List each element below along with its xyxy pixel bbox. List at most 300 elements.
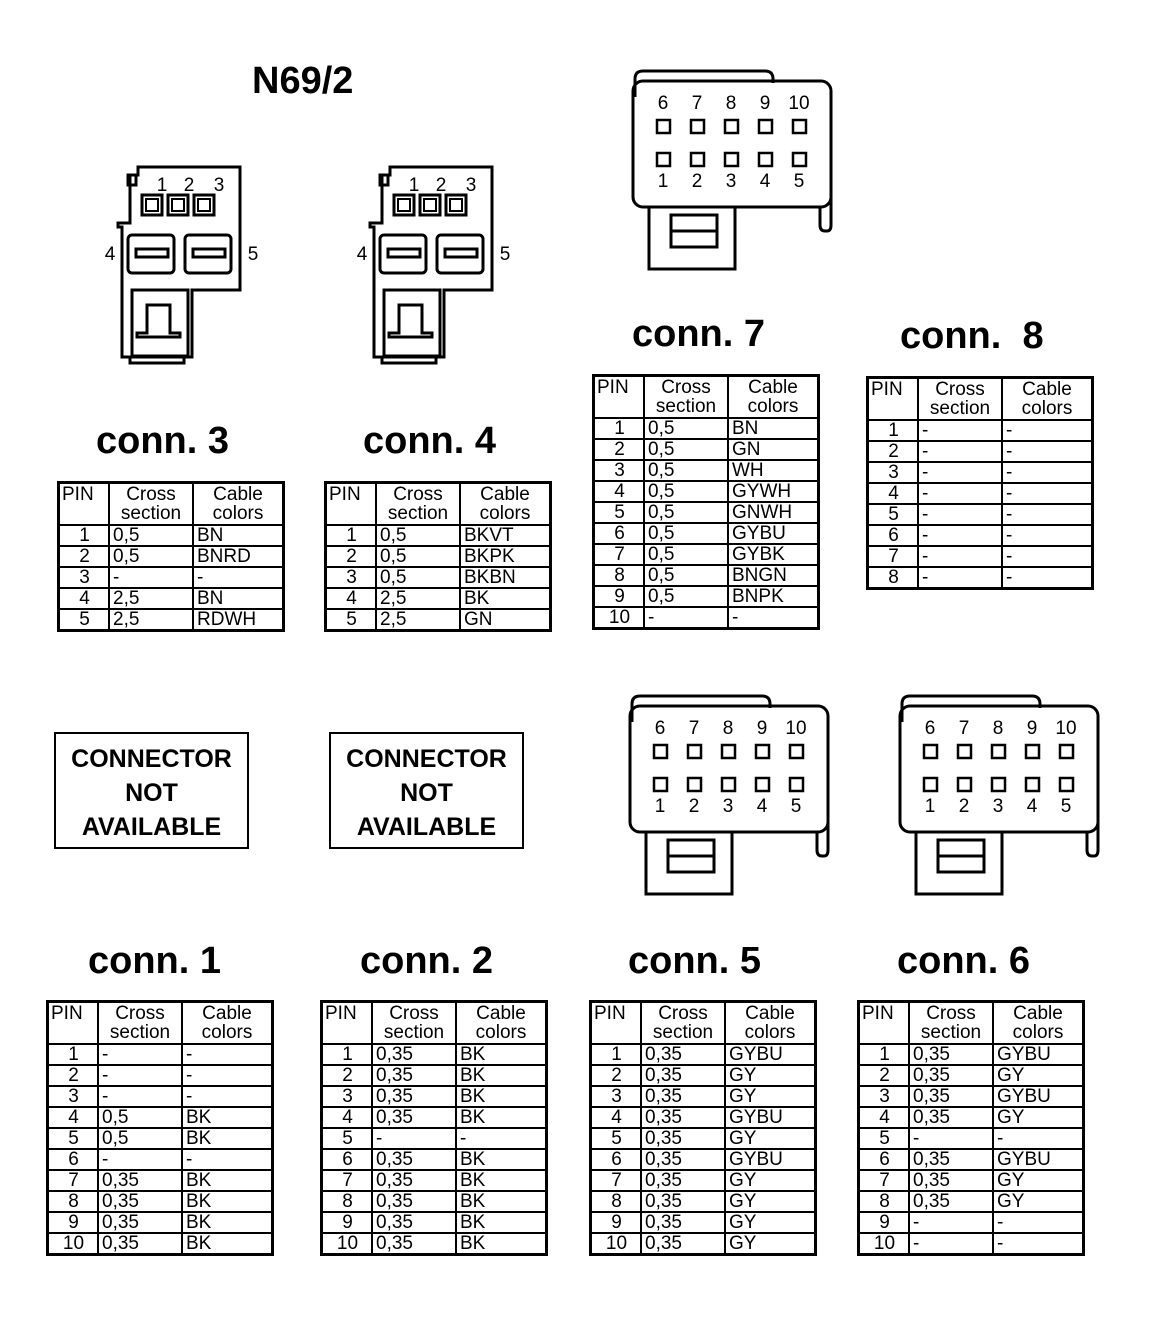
pin-cell: 9: [322, 1212, 373, 1233]
cable-color-cell: GNWH: [728, 502, 819, 523]
pin-cell: 9: [859, 1212, 910, 1233]
pin-slot-4: [388, 249, 420, 257]
cross-section-cell: 2,5: [109, 588, 193, 609]
conn2-not-available-box: [329, 732, 524, 849]
table-row: [594, 586, 819, 607]
pin-socket-6: [657, 120, 670, 133]
cable-color-cell: GN: [460, 609, 551, 631]
table-row: [591, 1044, 816, 1065]
pin-socket-9: [1026, 745, 1039, 758]
pin-cell: 6: [322, 1149, 373, 1170]
cable-color-cell: -: [182, 1065, 273, 1086]
not-available-line: CONNECTOR: [346, 745, 507, 773]
pin-label: 4: [104, 244, 116, 265]
connector-7-drawing: [625, 65, 845, 275]
pin-cell: 2: [326, 546, 377, 567]
pin-socket-1: [924, 778, 937, 791]
pin-labels: [658, 93, 810, 192]
cross-section-cell: 0,35: [641, 1170, 725, 1191]
cross-section-cell: 0,35: [372, 1191, 456, 1212]
pin-label: 10: [1055, 718, 1077, 739]
pin-header: PIN: [868, 378, 919, 421]
table-row: [59, 588, 284, 609]
pin-cell: 5: [859, 1128, 910, 1149]
pin-label: 4: [759, 171, 771, 192]
table-header-row: [59, 483, 284, 526]
cable-color-cell: BK: [456, 1212, 547, 1233]
pin-header: PIN: [594, 376, 645, 419]
pin-slot-5: [445, 249, 477, 257]
table-row: [59, 609, 284, 631]
pin-header: PIN: [326, 483, 377, 526]
cable-color-cell: BKVT: [460, 525, 551, 546]
pin-cell: 4: [868, 483, 919, 504]
pin-socket-9: [759, 120, 772, 133]
connector-lock-slot: [132, 290, 188, 356]
cross-section-cell: 0,35: [372, 1044, 456, 1065]
table-row: [326, 588, 551, 609]
pin-cell: 9: [48, 1212, 99, 1233]
connector-3-drawing: [100, 165, 270, 375]
pin-labels: [655, 718, 807, 817]
cross-section-cell: 0,5: [644, 544, 728, 565]
cross-section-cell: 0,35: [909, 1107, 993, 1128]
cross-section-cell: 0,5: [644, 418, 728, 439]
table-row: [322, 1128, 547, 1149]
pin-label: 1: [156, 175, 168, 196]
pin-cell: 7: [48, 1170, 99, 1191]
cable-color-cell: GY: [725, 1065, 816, 1086]
cross-section-cell: 0,35: [641, 1149, 725, 1170]
cable-colors-header: Cable colors: [1002, 378, 1093, 421]
cable-colors-header: Cable colors: [460, 483, 551, 526]
pin-label: 8: [725, 93, 737, 114]
cross-section-cell: 0,35: [372, 1107, 456, 1128]
pin-header: PIN: [48, 1002, 99, 1045]
pin-cell: 8: [591, 1191, 642, 1212]
pin-socket-2: [688, 778, 701, 791]
table-row: [48, 1212, 273, 1233]
pin-cell: 1: [591, 1044, 642, 1065]
cross-section-cell: -: [109, 567, 193, 588]
cable-color-cell: BN: [193, 588, 284, 609]
pin-label: 6: [924, 718, 936, 739]
table-row: [859, 1170, 1084, 1191]
table-row: [591, 1233, 816, 1255]
cable-color-cell: GY: [993, 1170, 1084, 1191]
cable-color-cell: -: [182, 1086, 273, 1107]
cable-color-cell: BK: [456, 1065, 547, 1086]
cross-section-cell: 0,5: [376, 567, 460, 588]
cross-section-cell: 0,35: [98, 1191, 182, 1212]
connector-latch: [380, 175, 388, 185]
cable-color-cell: BK: [182, 1107, 273, 1128]
cable-color-cell: -: [1002, 525, 1093, 546]
table-header-row: [322, 1002, 547, 1045]
cable-color-cell: BK: [456, 1044, 547, 1065]
pin-label: 4: [756, 796, 768, 817]
pin-label: 6: [657, 93, 669, 114]
pin-label: 8: [992, 718, 1004, 739]
pin-cell: 3: [48, 1086, 99, 1107]
pin-labels: [925, 718, 1077, 817]
pin-label: 10: [788, 93, 810, 114]
pin-cell: 4: [326, 588, 377, 609]
cable-color-cell: WH: [728, 460, 819, 481]
pin-cell: 6: [48, 1149, 99, 1170]
not-available-line: NOT: [125, 779, 178, 807]
pin-cell: 4: [591, 1107, 642, 1128]
cable-color-cell: BN: [193, 525, 284, 546]
conn7-pin-table: [592, 374, 820, 630]
cross-section-cell: -: [98, 1086, 182, 1107]
cross-section-cell: -: [918, 525, 1002, 546]
cross-section-cell: 0,35: [372, 1149, 456, 1170]
pin-label: 3: [722, 796, 734, 817]
table-row: [326, 546, 551, 567]
pin-cell: 7: [594, 544, 645, 565]
cable-color-cell: GY: [993, 1107, 1084, 1128]
conn5-title: conn. 5: [628, 940, 762, 982]
connector-6-drawing: [892, 690, 1112, 900]
cross-section-cell: -: [918, 567, 1002, 589]
cable-color-cell: -: [1002, 567, 1093, 589]
not-available-line: CONNECTOR: [71, 745, 232, 773]
cross-section-header: Cross section: [372, 1002, 456, 1045]
cable-color-cell: BK: [182, 1128, 273, 1149]
cross-section-header: Cross section: [644, 376, 728, 419]
table-row: [859, 1233, 1084, 1255]
pin-cell: 5: [48, 1128, 99, 1149]
pin-inner-2: [172, 199, 184, 211]
pin-socket-6: [924, 745, 937, 758]
pin-inner-3: [450, 199, 462, 211]
table-row: [868, 420, 1093, 441]
cable-colors-header: Cable colors: [725, 1002, 816, 1045]
pin-label: 7: [691, 93, 703, 114]
cross-section-cell: 0,35: [372, 1233, 456, 1255]
cross-section-cell: -: [644, 607, 728, 629]
pin-cell: 8: [868, 567, 919, 589]
cross-section-cell: 0,35: [909, 1044, 993, 1065]
cross-section-cell: 0,5: [644, 523, 728, 544]
pin-label: 4: [1026, 796, 1038, 817]
pin-inner-3: [198, 199, 210, 211]
cross-section-cell: 0,5: [644, 481, 728, 502]
cable-color-cell: BK: [456, 1107, 547, 1128]
cable-colors-header: Cable colors: [728, 376, 819, 419]
pin-label: 1: [408, 175, 420, 196]
table-row: [322, 1170, 547, 1191]
cross-section-cell: -: [98, 1044, 182, 1065]
cross-section-cell: 0,35: [909, 1149, 993, 1170]
pin-label: 5: [790, 796, 802, 817]
cross-section-cell: -: [918, 504, 1002, 525]
pin-header: PIN: [591, 1002, 642, 1045]
cable-color-cell: BK: [182, 1170, 273, 1191]
cross-section-header: Cross section: [641, 1002, 725, 1045]
table-row: [868, 546, 1093, 567]
pin-socket-8: [992, 745, 1005, 758]
cable-colors-header: Cable colors: [193, 483, 284, 526]
cross-section-cell: -: [918, 546, 1002, 567]
pin-socket-6: [654, 745, 667, 758]
pin-cell: 5: [591, 1128, 642, 1149]
table-row: [859, 1065, 1084, 1086]
pin-cell: 6: [591, 1149, 642, 1170]
pin-label: 1: [654, 796, 666, 817]
cable-color-cell: -: [1002, 441, 1093, 462]
pin-cell: 3: [594, 460, 645, 481]
pin-socket-2: [691, 153, 704, 166]
conn1-not-available-box: [54, 732, 249, 849]
connector-lock-slot: [384, 290, 440, 356]
pin-cell: 3: [591, 1086, 642, 1107]
table-header-row: [326, 483, 551, 526]
table-row: [322, 1065, 547, 1086]
cross-section-cell: 0,35: [372, 1086, 456, 1107]
pin-cell: 10: [322, 1233, 373, 1255]
table-row: [591, 1170, 816, 1191]
table-row: [591, 1149, 816, 1170]
cross-section-cell: 2,5: [376, 588, 460, 609]
pin-cell: 1: [859, 1044, 910, 1065]
pin-cell: 3: [322, 1086, 373, 1107]
cable-color-cell: -: [182, 1149, 273, 1170]
pin-cell: 2: [59, 546, 110, 567]
cable-color-cell: BNPK: [728, 586, 819, 607]
table-row: [591, 1191, 816, 1212]
pin-cell: 7: [322, 1170, 373, 1191]
connector-back-shell: [635, 71, 773, 97]
pin-label: 5: [1060, 796, 1072, 817]
conn8-title: conn. 8: [900, 315, 1044, 357]
conn6-title: conn. 6: [897, 940, 1031, 982]
table-header-row: [48, 1002, 273, 1045]
table-row: [859, 1191, 1084, 1212]
pin-cell: 8: [594, 565, 645, 586]
conn8-pin-table: [866, 376, 1094, 590]
table-header-row: [594, 376, 819, 419]
pin-cell: 10: [591, 1233, 642, 1255]
cross-section-cell: 0,35: [641, 1128, 725, 1149]
connector-5-drawing: [622, 690, 842, 900]
pin-label: 3: [992, 796, 1004, 817]
cable-color-cell: BN: [728, 418, 819, 439]
pin-socket-5: [793, 153, 806, 166]
cross-section-cell: 0,35: [372, 1065, 456, 1086]
table-row: [594, 460, 819, 481]
cross-section-cell: 0,35: [909, 1170, 993, 1191]
pin-socket-7: [958, 745, 971, 758]
pin-label: 7: [688, 718, 700, 739]
pin-cell: 1: [868, 420, 919, 441]
table-row: [868, 462, 1093, 483]
table-row: [326, 609, 551, 631]
cross-section-cell: 0,35: [909, 1191, 993, 1212]
pin-label: 5: [793, 171, 805, 192]
cable-color-cell: -: [993, 1212, 1084, 1233]
table-header-row: [859, 1002, 1084, 1045]
pin-label: 3: [213, 175, 225, 196]
cable-color-cell: -: [182, 1044, 273, 1065]
cable-color-cell: GY: [725, 1086, 816, 1107]
cross-section-cell: 0,35: [372, 1212, 456, 1233]
table-row: [594, 565, 819, 586]
pin-header: PIN: [322, 1002, 373, 1045]
cable-color-cell: GY: [993, 1065, 1084, 1086]
pin-label: 1: [657, 171, 669, 192]
cable-color-cell: BKPK: [460, 546, 551, 567]
pin-label: 4: [356, 244, 368, 265]
pin-cell: 2: [591, 1065, 642, 1086]
cable-color-cell: -: [456, 1128, 547, 1149]
cross-section-cell: -: [909, 1212, 993, 1233]
pin-socket-4: [756, 778, 769, 791]
cable-color-cell: GY: [725, 1233, 816, 1255]
table-row: [59, 546, 284, 567]
pin-label: 7: [958, 718, 970, 739]
cable-color-cell: GYBU: [725, 1149, 816, 1170]
cable-color-cell: -: [993, 1128, 1084, 1149]
pin-socket-5: [1060, 778, 1073, 791]
pin-cell: 5: [594, 502, 645, 523]
cable-colors-header: Cable colors: [182, 1002, 273, 1045]
pin-socket-7: [688, 745, 701, 758]
pin-cell: 10: [859, 1233, 910, 1255]
cable-color-cell: -: [1002, 483, 1093, 504]
pin-label: 2: [183, 175, 195, 196]
conn1-pin-table: [46, 1000, 274, 1256]
pin-cell: 3: [326, 567, 377, 588]
table-row: [859, 1044, 1084, 1065]
cross-section-cell: 0,35: [372, 1170, 456, 1191]
table-row: [591, 1086, 816, 1107]
table-row: [326, 567, 551, 588]
pin-socket-10: [793, 120, 806, 133]
cross-section-cell: -: [98, 1149, 182, 1170]
pin-socket-2: [958, 778, 971, 791]
pin-cell: 1: [594, 418, 645, 439]
pin-label: 3: [725, 171, 737, 192]
table-row: [322, 1233, 547, 1255]
pin-socket-1: [657, 153, 670, 166]
pin-cell: 4: [594, 481, 645, 502]
cable-color-cell: BK: [182, 1212, 273, 1233]
table-row: [594, 607, 819, 629]
pin-header: PIN: [59, 483, 110, 526]
pin-inner-2: [424, 199, 436, 211]
cable-color-cell: GY: [725, 1128, 816, 1149]
cable-color-cell: GYBK: [728, 544, 819, 565]
pin-label: 6: [654, 718, 666, 739]
pin-cell: 2: [868, 441, 919, 462]
pin-cell: 8: [322, 1191, 373, 1212]
cross-section-cell: -: [98, 1065, 182, 1086]
cross-section-cell: 0,5: [644, 439, 728, 460]
conn5-pin-table: [589, 1000, 817, 1256]
pin-socket-3: [725, 153, 738, 166]
pin-cell: 1: [59, 525, 110, 546]
cable-color-cell: -: [728, 607, 819, 629]
cable-color-cell: BK: [456, 1170, 547, 1191]
cable-color-cell: GY: [993, 1191, 1084, 1212]
table-row: [594, 439, 819, 460]
table-row: [59, 525, 284, 546]
table-row: [594, 544, 819, 565]
conn3-pin-table: [57, 481, 285, 632]
cross-section-cell: 0,35: [641, 1233, 725, 1255]
table-row: [868, 441, 1093, 462]
pin-cell: 2: [859, 1065, 910, 1086]
pin-cell: 6: [594, 523, 645, 544]
pin-cell: 4: [322, 1107, 373, 1128]
pin-cell: 1: [326, 525, 377, 546]
cable-color-cell: GY: [725, 1191, 816, 1212]
cross-section-cell: 0,35: [641, 1107, 725, 1128]
connector-4-drawing: [352, 165, 522, 375]
pin-cell: 5: [322, 1128, 373, 1149]
cross-section-cell: -: [372, 1128, 456, 1149]
table-row: [868, 525, 1093, 546]
cable-color-cell: -: [1002, 462, 1093, 483]
pin-socket-8: [722, 745, 735, 758]
cross-section-cell: 0,35: [641, 1086, 725, 1107]
cross-section-cell: -: [918, 441, 1002, 462]
table-row: [868, 483, 1093, 504]
cable-color-cell: BK: [460, 588, 551, 609]
pin-cell: 8: [48, 1191, 99, 1212]
pin-label: 9: [756, 718, 768, 739]
connector-back-shell: [632, 696, 770, 722]
pin-socket-1: [654, 778, 667, 791]
table-row: [48, 1044, 273, 1065]
cable-color-cell: -: [1002, 546, 1093, 567]
cable-color-cell: -: [1002, 504, 1093, 525]
pin-label: 10: [785, 718, 807, 739]
pin-label: 2: [691, 171, 703, 192]
cross-section-header: Cross section: [918, 378, 1002, 421]
pin-cell: 2: [322, 1065, 373, 1086]
pin-label: 2: [688, 796, 700, 817]
table-header-row: [591, 1002, 816, 1045]
table-row: [322, 1086, 547, 1107]
cable-color-cell: BKBN: [460, 567, 551, 588]
pin-cell: 6: [859, 1149, 910, 1170]
cable-color-cell: BK: [456, 1086, 547, 1107]
pin-header: PIN: [859, 1002, 910, 1045]
pin-cell: 5: [868, 504, 919, 525]
conn3-title: conn. 3: [96, 420, 230, 462]
table-row: [322, 1149, 547, 1170]
pin-cell: 8: [859, 1191, 910, 1212]
cable-colors-header: Cable colors: [993, 1002, 1084, 1045]
pin-cell: 3: [868, 462, 919, 483]
cross-section-cell: 0,35: [909, 1065, 993, 1086]
table-row: [591, 1107, 816, 1128]
pin-cell: 7: [868, 546, 919, 567]
cross-section-cell: 0,35: [641, 1065, 725, 1086]
cross-section-cell: 0,35: [909, 1086, 993, 1107]
table-row: [48, 1107, 273, 1128]
table-row: [48, 1191, 273, 1212]
cross-section-cell: 2,5: [109, 609, 193, 631]
table-row: [322, 1107, 547, 1128]
pin-cell: 4: [859, 1107, 910, 1128]
cross-section-cell: 0,5: [644, 502, 728, 523]
table-row: [591, 1065, 816, 1086]
pin-socket-10: [790, 745, 803, 758]
